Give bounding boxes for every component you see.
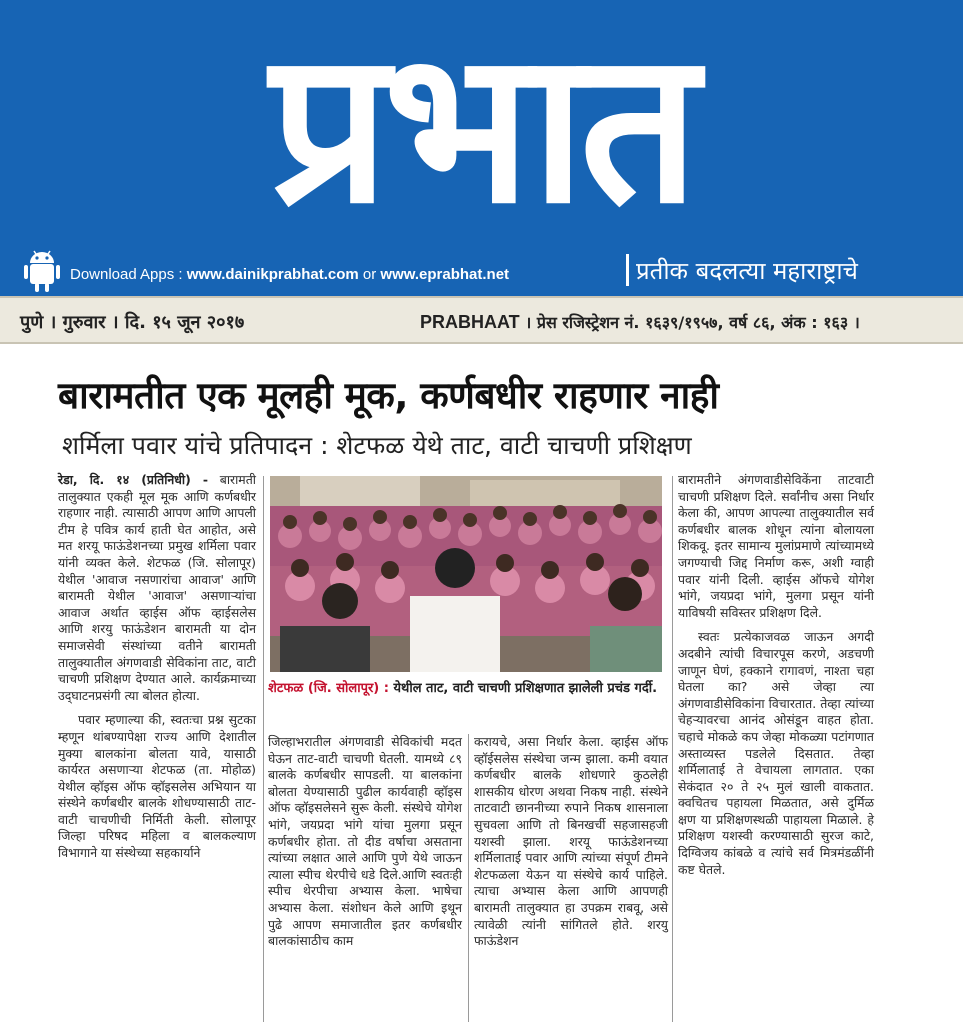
column-divider [263,476,264,1022]
registration-info [420,311,860,333]
newspaper-logo: प्रभात [269,5,694,250]
paragraph: स्वतः प्रत्येकाजवळ जाऊन अगदी अदबीने त्यांची विचारपूस करणे, अडचणी जाणून घेणं, हक्काने रागावणं, नाश्ता चहा घेतला का? असे जेव्हा त्या अंगणवाडीसेविकांना विचारतात. तेव्हा त्यांच्या चेहऱ्यावरचा आनंद ओसंडून वाहत होता. चहाचे मोकळे कप जेव्हा मोकळ्या पटांगणात अस्ताव्यस्त पडलेले दिसतात. तेव्हा शर्मिलाताई ते वेचायला लागतात. एका सेकंदात २० ते २५ मुलं खाली वाकतात. क्वचितच पहायला मिळतात, असे दुर्मिळ क्षण या प्रशिक्षणस्थळी पाहायला मिळाले. हे प्रशिक्षण यशस्वी करण्यासाठी सुरज काटे, दिग्विजय कांबळे व त्यांचे सर्व मित्रमंडळींनी कष्ट घेतले. [678,629,874,877]
masthead [0,0,963,296]
dateline-lead: रेडा, दि. १४ (प्रतिनिधी) - [58,472,209,487]
subheadline: शर्मिला पवार यांचे प्रतिपादन : शेटफळ येथे ताट, वाटी चाचणी प्रशिक्षण [62,431,692,460]
download-label: Download Apps : [70,266,183,283]
android-icon[interactable] [22,250,62,294]
url-dainikprabhat[interactable]: www.dainikprabhat.com [186,266,359,283]
caption-place: शेटफळ (जि. सोलापूर) : [268,681,389,696]
tagline-divider [626,254,629,286]
dateline-bar [0,296,963,344]
paragraph: करायचे, असा निर्धार केला. व्हाईस ऑफ व्हॉईसलेस संस्थेचा जन्म झाला. कमी वयात कर्णबधीर बालके शोधणारे कुठलेही शासकीय धोरण अथवा निकष नाही. संस्थेने ताटवाटी छाननीच्या रुपाने निकष शासनाला सुचवला आणि तो बिनखर्ची सहजासहजी यशस्वी झाला. शरयू फाऊंडेशनच्या शर्मिलाताई पवार आणि त्यांच्या संपूर्ण टीमने शेटफळला येऊन या संस्थेचे कार्य पाहिले. त्याचा अभ्यास केला आणि आपणही बारामती तालुक्यात हा उपक्रम राबवू, असे त्यावेळी त्यांनी सांगितले होते. शरयु फाऊंडेशन [474,734,668,949]
caption-text: येथील ताट, वाटी चाचणी प्रशिक्षणात झालेली प्रचंड गर्दी. [393,681,658,696]
column-2 [268,734,462,1022]
paragraph: बारामतीने अंगणवाडीसेविकेंना ताटवाटी चाचणी प्रशिक्षण दिले. सर्वांनीच असा निर्धार केला की, आपण आपल्या तालुक्यातील सर्व कर्णबधीर बालक शोधून त्यांना बोलायला शिकवू. इतर सामान्य मुलांप्रमाणे त्यांच्यामध्ये जगण्याची जिद्द निर्माण करू, अशी ग्वाही पवार यांनी दिली. व्हाईस ऑफचे योगेश भांगे, जयप्रदा भांगे, मुलगा प्रसून यांनी याविषयी सविस्तर प्रशिक्षण दिले. [678,472,874,620]
column-4 [678,472,874,1022]
event-photo [270,476,662,672]
headline: बारामतीत एक मूलही मूक, कर्णबधीर राहणार नाही [58,374,719,417]
paragraph: जिल्हाभरातील अंगणवाडी सेविकांची मदत घेऊन ताट-वाटी चाचणी घेतली. यामध्ये ८९ बालके कर्णबधीर सापडली. या बालकांना बोलता येण्यासाठी पुढील कार्यवाही व्हॉइस ऑफ व्हॉइसलेसने सुरू केली. संस्थेचे योगेश भांगे, जयप्रदा भांगे यांचा मुलगा प्रसून कर्णबधीर होता. तो दीड वर्षाचा असताना त्यांच्या लक्षात आले आणि पुणे येथे जाऊन त्याला स्पीच थेरपीचे धडे दिले.आणि स्वतःही स्पीच थेरपीचा अभ्यास केला. भाषेचा अभ्यास केला. संशोधन केले आणि इथून पुढे आपण समाजातील इतर कर्णबधीर बालकांसाठीच काम [268,734,462,949]
masthead-bar [0,244,963,296]
brand-name: PRABHAAT [420,312,520,332]
paragraph: पवार म्हणाल्या की, स्वतःचा प्रश्न सुटका म्हणून थांबण्यापेक्षा राज्य आणि देशातील मुक्या बालकांना बोलता यावे, यासाठी कार्यरत असणाऱ्या शेटफळ (ता. मोहोळ) येथील व्हॉइस ऑफ व्हॉइसलेस अभियान या संस्थेने कर्णबधीर बालके शोधण्यासाठी ताट-वाटी चाचणीची निर्मिती केली. सोलापूर जिल्हा परिषद महिला व बालकल्याण विभागाने या संस्थेच्या सहकार्याने [58,712,256,861]
column-1 [58,472,256,1020]
column-divider [468,734,469,1022]
url-eprabhat[interactable]: www.eprabhat.net [380,266,510,283]
download-apps-line [70,266,509,283]
or-label: or [362,266,377,283]
photo-caption [268,680,664,698]
crowd-photo-illustration [270,476,662,672]
column-3 [474,734,668,1022]
edition-date: पुणे । गुरुवार । दि. १५ जून २०१७ [20,312,245,333]
paragraph: रेडा, दि. १४ (प्रतिनिधी) - बारामती तालुक्यात एकही मूल मूक आणि कर्णबधीर राहणार नाही. त्यासाठी आपण आणि आपली टीम हे पवित्र कार्य हाती घेत आहोत, असे मत शरयू फाऊंडेशनच्या प्रमुख शर्मिला पवार यांनी व्यक्त केले. शेटफळ (जि. सोलापूर) येथील 'आवाज नसणारांचा आवाज' आणि बारामती येथील 'आवाज' असणाऱ्यांचा आवाज अर्थात व्हाईस ऑफ व्हाईसलेस आणि शरयु फाऊंडेशन बारामती या दोन समाजसेवी संस्थांच्या वतीने बारामती तालुक्यातील अंगणवाडी सेविकांना ताट, वाटी चाचणी प्रशिक्षण देण्यात आले. कार्यक्रमाच्या उद्‌घाटनप्रसंगी त्या बोलत होत्या. [58,472,256,703]
tagline: प्रतीक बदलत्या महाराष्ट्राचे [636,257,858,285]
column-divider [672,476,673,1022]
registration-text: । प्रेस रजिस्ट्रेशन नं. १६३९/१९५७, वर्ष ८६, अंक : १६३ । [525,313,860,332]
